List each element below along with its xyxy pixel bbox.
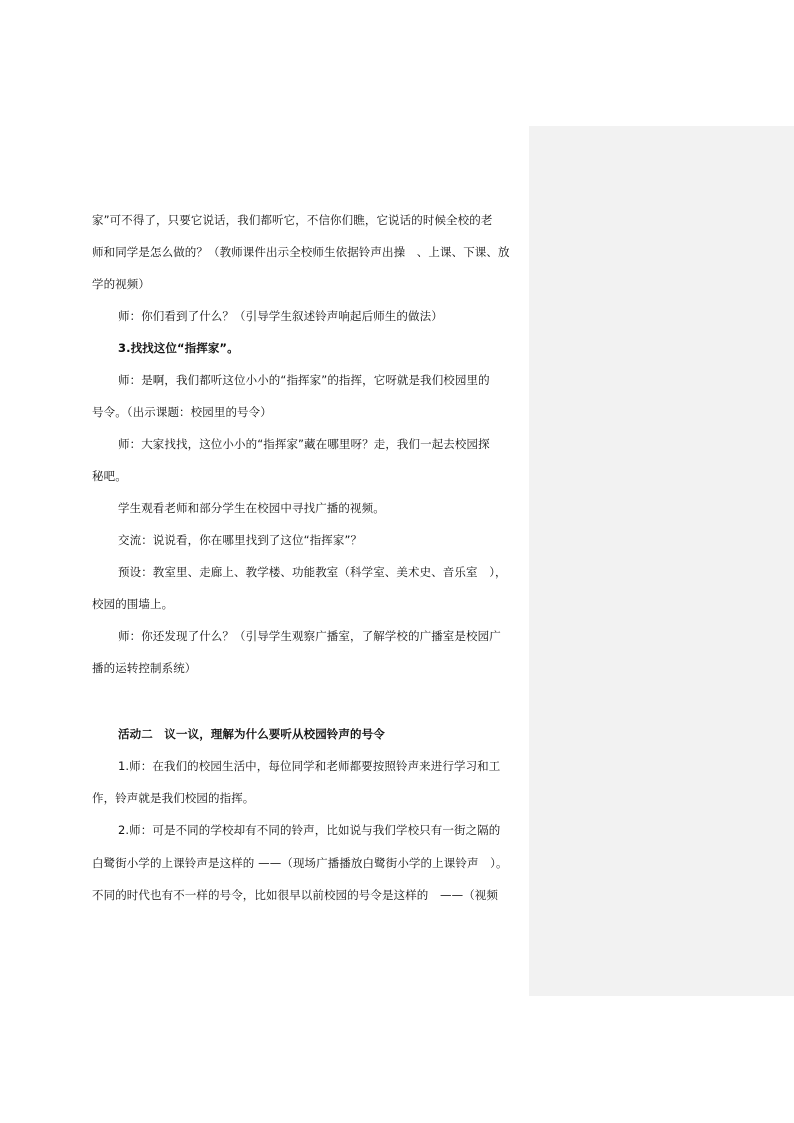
text-line: 学的视频） [92,277,150,291]
text-line: 学生观看老师和部分学生在校园中寻找广播的视频。 [118,501,385,515]
text-line: 师：你们看到了什么？（引导学生叙述铃声响起后师生的做法） [118,309,443,323]
text-line: 校园的围墙上。 [92,597,174,611]
activity-heading: 活动二 议一议，理解为什么要听从校园铃声的号令 [118,727,385,741]
text-line: 师：大家找找，这位小小的“指挥家”藏在哪里呀？走，我们一起去校园探 [118,437,490,451]
text-line: 作，铃声就是我们校园的指挥。 [92,791,255,805]
text-line: 1.师：在我们的校园生活中，每位同学和老师都要按照铃声来进行学习和工 [118,759,501,773]
text-line: 播的运转控制系统） [92,661,197,675]
text-line: 交流：说说看，你在哪里找到了这位“指挥家”？ [118,533,363,547]
text-line: 白鹭街小学的上课铃声是这样的 ——（现场广播播放白鹭街小学的上课铃声 ）。 [92,856,508,870]
text-line: 师和同学是怎么做的？（教师课件出示全校师生依据铃声出操 、上课、下课、放 [92,245,510,259]
text-line: 号令。（出示课题：校园里的号令） [92,405,272,419]
section-heading: 3.找找这位“指挥家”。 [118,341,239,355]
text-line: 家”可不得了，只要它说话，我们都听它，不信你们瞧，它说话的时候全校的老 [92,213,493,227]
text-line: 师：是啊，我们都听这位小小的“指挥家”的指挥，它呀就是我们校园里的 [118,373,490,387]
text-line: 预设：教室里、走廊上、教学楼、功能教室（科学室、美术史、音乐室 ）， [118,565,507,579]
text-line: 秘吧。 [92,469,127,483]
text-line: 不同的时代也有不一样的号令，比如很早以前校园的号令是这样的 ——（视频 [92,888,498,902]
text-line: 师：你还发现了什么？（引导学生观察广播室，了解学校的广播室是校园广 [118,629,501,643]
comment-margin-panel [529,126,794,996]
text-line: 2.师：可是不同的学校却有不同的铃声，比如说与我们学校只有一街之隔的 [118,823,501,837]
